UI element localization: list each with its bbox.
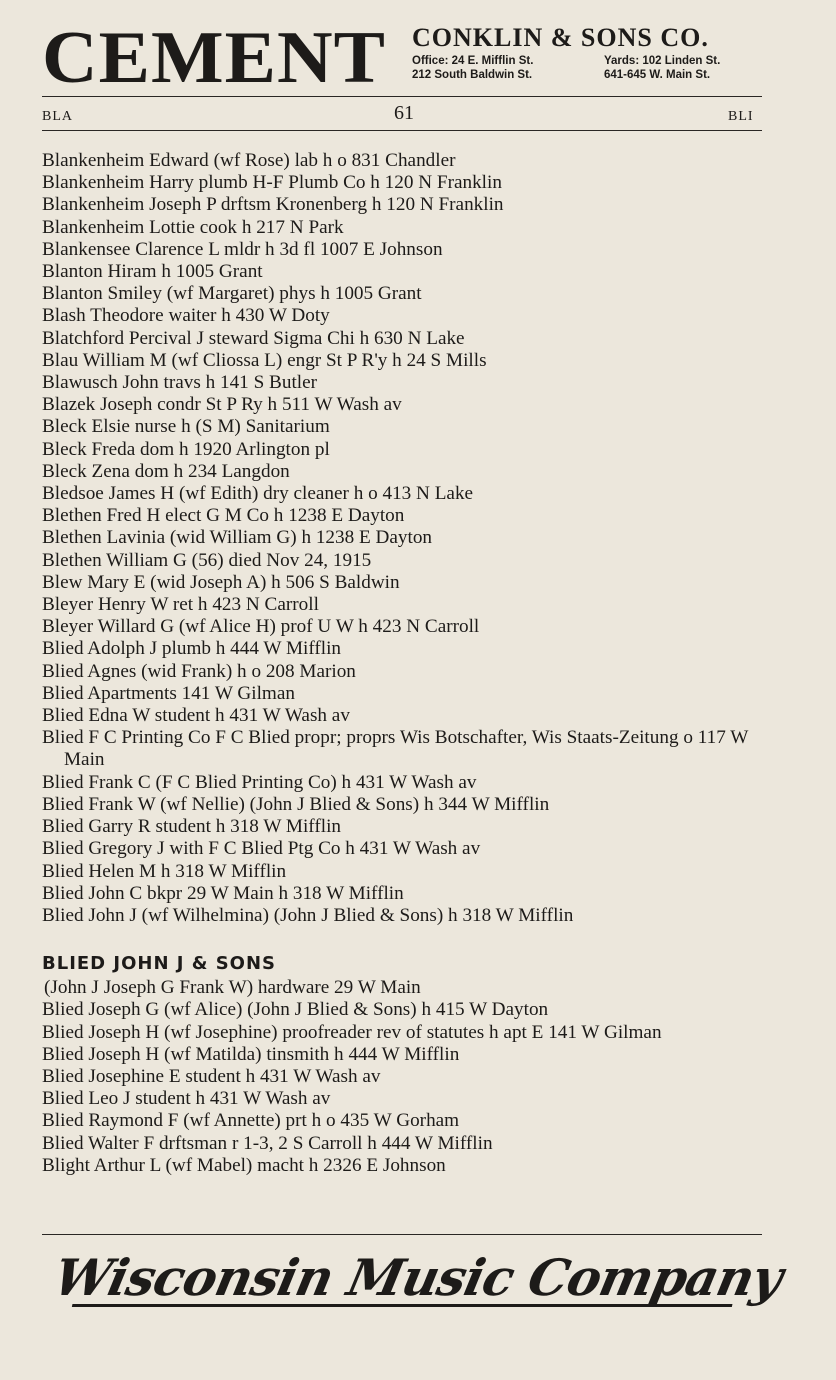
page-number: 61 bbox=[394, 102, 414, 124]
top-advertisement bbox=[42, 17, 764, 99]
directory-entry: Blied Josephine E student h 431 W Wash av bbox=[42, 1065, 381, 1087]
directory-entry: Blied Gregory J with F C Blied Ptg Co h 431 W Wash av bbox=[42, 838, 481, 860]
directory-entry: Blied John C bkpr 29 W Main h 318 W Mifflin bbox=[42, 882, 404, 904]
ad-yards-line-1: Yards: 102 Linden St. bbox=[604, 55, 721, 67]
ad-office-line-2: 212 South Baldwin St. bbox=[412, 69, 533, 81]
ad-company-name: CONKLIN & SONS CO. bbox=[412, 23, 709, 52]
directory-entry: Blawusch John travs h 141 S Butler bbox=[42, 372, 318, 394]
directory-entry: Blatchford Percival J steward Sigma Chi h 630 N Lake bbox=[42, 327, 465, 349]
directory-entry: Blied F C Printing Co F C Blied propr; proprs Wis Botschafter, Wis Staats-Zeitung o 117 W Main bbox=[42, 727, 749, 771]
entries-group-1 bbox=[42, 150, 766, 727]
directory-entry: Blied Apartments 141 W Gilman bbox=[42, 682, 295, 704]
directory-entry: Blied Joseph H (wf Josephine) proofreader rev of statutes h apt E 141 W Gilman bbox=[42, 1021, 662, 1043]
directory-entry: Blied Garry R student h 318 W Mifflin bbox=[42, 816, 341, 838]
entries-group-3 bbox=[42, 1044, 766, 1177]
business-heading: BLIED JOHN J & SONS bbox=[42, 953, 277, 975]
directory-entry: Bleck Zena dom h 234 Langdon bbox=[42, 460, 290, 482]
directory-entry: Blazek Joseph condr St P Ry h 511 W Wash av bbox=[42, 394, 402, 416]
header-rule-bottom bbox=[42, 130, 762, 131]
directory-entry: Blethen Fred H elect G M Co h 1238 E Dayton bbox=[42, 505, 405, 527]
entries-group-2 bbox=[42, 772, 766, 927]
directory-entry: Blash Theodore waiter h 430 W Doty bbox=[42, 305, 330, 327]
directory-entry: Blied Adolph J plumb h 444 W Mifflin bbox=[42, 638, 342, 660]
directory-entry: Blight Arthur L (wf Mabel) macht h 2326 E Johnson bbox=[42, 1154, 446, 1176]
directory-entry: Blied Edna W student h 431 W Wash av bbox=[42, 705, 350, 727]
ad-yards-line-2: 641-645 W. Main St. bbox=[604, 69, 711, 81]
directory-entry: Blew Mary E (wid Joseph A) h 506 S Baldwin bbox=[42, 571, 400, 593]
directory-entry: Blied Raymond F (wf Annette) prt h o 435 W Gorham bbox=[42, 1110, 460, 1132]
directory-entry: Blanton Smiley (wf Margaret) phys h 1005 Grant bbox=[42, 283, 422, 305]
directory-entry: Bleyer Willard G (wf Alice H) prof U W h 423 N Carroll bbox=[42, 616, 480, 638]
running-head-left: BLA bbox=[42, 109, 73, 124]
directory-entry: Blied John J (wf Wilhelmina) (John J Blied & Sons) h 318 W Mifflin bbox=[42, 904, 574, 926]
directory-entry: Blankensee Clarence L mldr h 3d fl 1007 E Johnson bbox=[42, 238, 443, 260]
directory-entry: Bledsoe James H (wf Edith) dry cleaner h o 413 N Lake bbox=[42, 483, 474, 505]
directory-entry: Bleck Elsie nurse h (S M) Sanitarium bbox=[42, 416, 330, 438]
directory-entry: Blankenheim Edward (wf Rose) lab h o 831 Chandler bbox=[42, 150, 456, 171]
running-head-right: BLI bbox=[728, 109, 754, 124]
directory-entry: Blied Joseph H (wf Matilda) tinsmith h 444 W Mifflin bbox=[42, 1043, 460, 1065]
directory-entry: Blied Frank C (F C Blied Printing Co) h 431 W Wash av bbox=[42, 771, 477, 793]
directory-entry: Blethen William G (56) died Nov 24, 1915 bbox=[42, 549, 372, 571]
directory-entry: Blankenheim Harry plumb H-F Plumb Co h 120 N Franklin bbox=[42, 172, 502, 194]
directory-entry: Blankenheim Lottie cook h 217 N Park bbox=[42, 216, 344, 238]
ad-underline bbox=[72, 1304, 733, 1307]
ad-music-company: Wisconsin Music Company bbox=[48, 1248, 788, 1307]
directory-entry: Bleck Freda dom h 1920 Arlington pl bbox=[42, 438, 330, 460]
ad-office-line-1: Office: 24 E. Mifflin St. bbox=[412, 55, 534, 67]
directory-listing bbox=[42, 150, 766, 1177]
directory-entry: Blied Leo J student h 431 W Wash av bbox=[42, 1088, 331, 1110]
ad-office-address bbox=[412, 54, 533, 82]
directory-entry: Blied Helen M h 318 W Mifflin bbox=[42, 860, 287, 882]
bottom-advertisement bbox=[0, 1248, 836, 1308]
directory-entry: Blied Frank W (wf Nellie) (John J Blied & Sons) h 344 W Mifflin bbox=[42, 793, 550, 815]
directory-entry: Blied Joseph G (wf Alice) (John J Blied & Sons) h 415 W Dayton bbox=[42, 999, 549, 1021]
header-rule-top bbox=[42, 96, 762, 97]
directory-entry: Blankenheim Joseph P drftsm Kronenberg h 120 N Franklin bbox=[42, 194, 504, 216]
directory-entry: Blied Walter F drftsman r 1-3, 2 S Carroll h 444 W Mifflin bbox=[42, 1132, 493, 1154]
business-subline: (John J Joseph G Frank W) hardware 29 W Main bbox=[44, 977, 421, 999]
directory-entry: Blau William M (wf Cliossa L) engr St P R'y h 24 S Mills bbox=[42, 349, 487, 371]
ad-yards-address bbox=[604, 54, 720, 82]
footer-rule bbox=[42, 1234, 762, 1235]
directory-entry: Blanton Hiram h 1005 Grant bbox=[42, 261, 263, 283]
directory-entry: Blied Agnes (wid Frank) h o 208 Marion bbox=[42, 660, 356, 682]
directory-entry: Blethen Lavinia (wid William G) h 1238 E Dayton bbox=[42, 527, 433, 549]
ad-cement-word: CEMENT bbox=[42, 17, 387, 99]
directory-entry: Bleyer Henry W ret h 423 N Carroll bbox=[42, 594, 319, 616]
